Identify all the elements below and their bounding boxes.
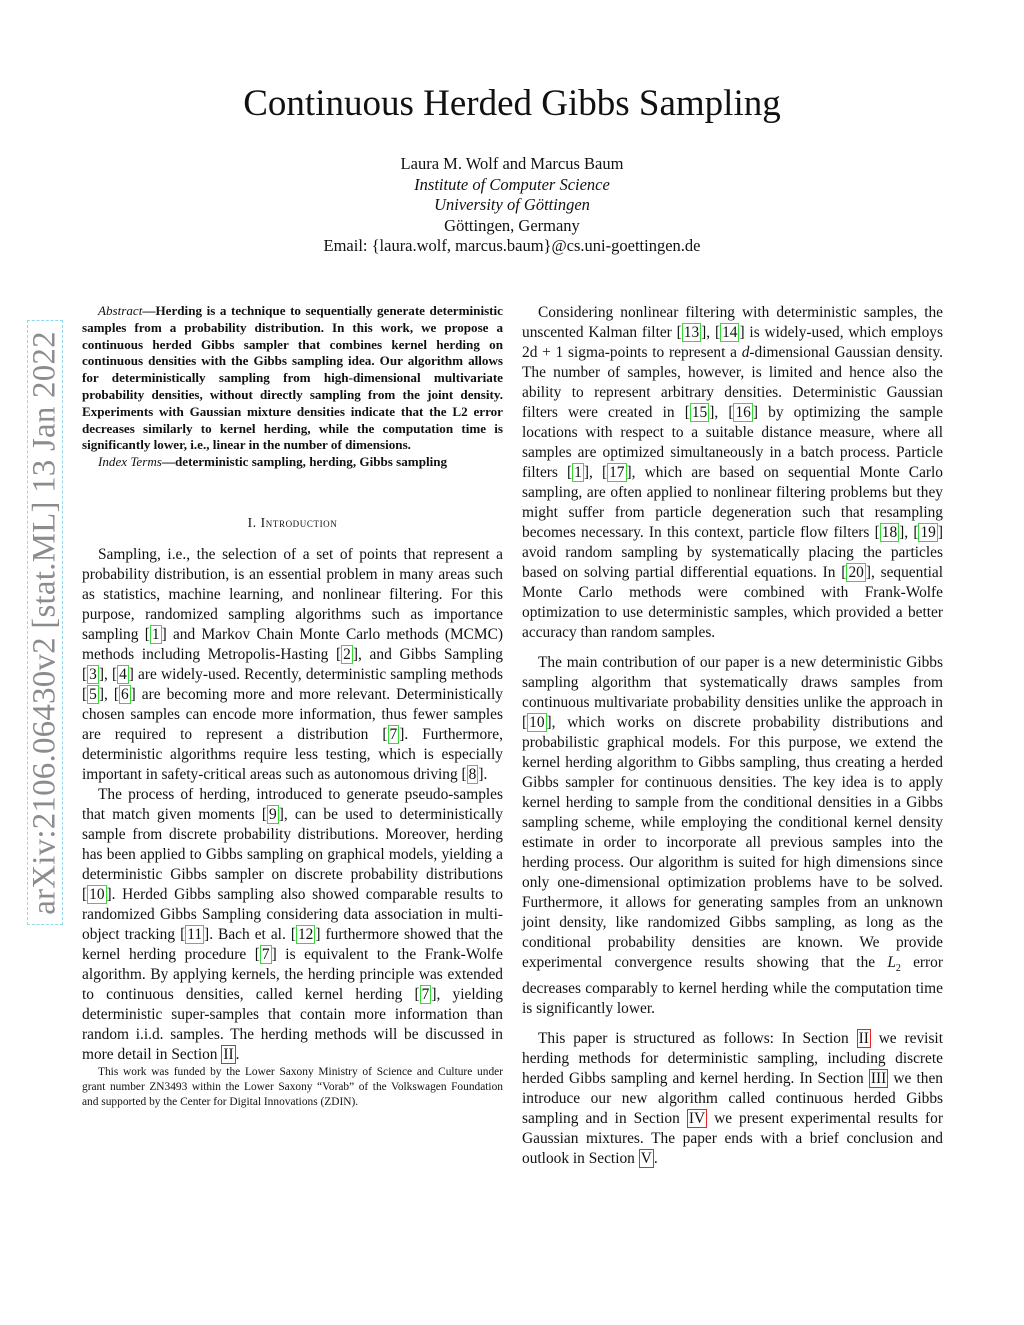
math-l2: L	[887, 954, 896, 971]
citation-link[interactable]: 19	[920, 524, 936, 541]
paper-title: Continuous Herded Gibbs Sampling	[243, 83, 781, 124]
citation-link[interactable]: 11	[187, 925, 203, 943]
right-paragraph-3: This paper is structured as follows: In Section II we revisit herding methods for deterministic sampling, including discrete herded Gibbs sampling and kernel herding. In Section III we then introduce our new algorithm called continuous herded Gibbs sampling and in Section IV we present experimental results for Gaussian mixtures. The paper ends with a brief conclusion and outlook in Section V .	[522, 1030, 944, 1168]
citation-link[interactable]: 4	[119, 665, 127, 683]
arxiv-stamp-text: arXiv:2106.06430v2 [stat.ML] 13 Jan 2022	[26, 330, 63, 915]
index-terms-label: Index Terms	[98, 454, 162, 470]
section-title: Introduction	[260, 514, 338, 530]
author-block	[0, 154, 1024, 257]
citation-link[interactable]: 18	[881, 524, 898, 541]
section-ref-link[interactable]: V	[640, 1150, 652, 1168]
author-email: Email: {laura.wolf, marcus.baum}@cs.uni-goettingen.de	[323, 236, 701, 255]
citation-link[interactable]: 2	[343, 645, 351, 663]
affiliation-university: University of Göttingen	[434, 195, 590, 214]
citation-link[interactable]: 13	[683, 324, 700, 341]
section-ref-link[interactable]: II	[858, 1030, 869, 1048]
citation-link[interactable]: 1	[574, 464, 582, 481]
citation-link[interactable]: 12	[297, 925, 314, 943]
math-l2-subscript: 2	[895, 963, 901, 975]
affiliation-location: Göttingen, Germany	[444, 215, 580, 235]
section-ref-link[interactable]: IV	[688, 1110, 706, 1128]
citation-link[interactable]: 14	[722, 324, 738, 341]
section-number: I.	[247, 514, 261, 530]
citation-link[interactable]: 17	[609, 464, 625, 481]
intro-paragraph-1: Sampling, i.e., the selection of a set of points that represent a probability distribution, is an essential problem in many areas such as statistics, machine learning, and nonlinear filtering. For this purpose, randomized sampling algorithms such as importance sampling [ 1 ] and Markov Chain Monte Carlo methods (MCMC) methods including Metropolis-Hasting [ 2 ], and Gibbs Sampling [ 3 ], [ 4 ] are widely-used. Recently, deterministic sampling methods [ 5 ], [ 6 ] are becoming more and more relevant. Deterministically chosen samples can encode more information, thus fewer samples are required to represent a distribution [ 7 ]. Furthermore, deterministic algorithms require less testing, which is especially important in safety-critical areas such as autonomous driving [ 8 ].	[82, 545, 504, 783]
math-sigma-count: 2d + 1	[522, 344, 564, 361]
citation-link[interactable]: 9	[269, 805, 277, 823]
abstract	[82, 303, 503, 454]
math-d: d	[741, 344, 750, 361]
citation-link[interactable]: 5	[89, 685, 97, 703]
right-paragraph-2: The main contribution of our paper is a new deterministic Gibbs sampling algorithm that systematically draws samples from continuous multivariate probability densities unlike the approach in [ 10 ], which works on discrete probability distributions and probabilistic graphical models. For this purpose, we extend the kernel herding algorithm to Gibbs sampling, thus creating a herded Gibbs sampler for continuous densities. The key idea is to apply kernel herding to sample from the conditional densities in a Gibbs sampling scheme, while employing the conditional kernel density estimate in order to incorporate all previous samples into the herding process. Our algorithm is suited for high dimensions since only one-dimensional optimization problems have to be solved. Furthermore, it allows for generating samples from an unknown joint density, like randomized Gibbs sampling, as long as the conditional probability densities are known. We provide experimental convergence results showing that the $L_2$ error decreases comparably to kernel herding while the computation time is significantly lower.	[522, 654, 944, 1018]
citation-link[interactable]: 10	[89, 885, 105, 903]
index-terms-text: —deterministic sampling, herding, Gibbs sampling	[161, 454, 448, 470]
authors: Laura M. Wolf and Marcus Baum	[400, 154, 624, 173]
abstract-label: Abstract	[98, 303, 143, 318]
index-terms	[82, 454, 503, 471]
citation-link[interactable]: 10	[529, 714, 545, 731]
funding-footnote: This work was funded by the Lower Saxony Ministry of Science and Culture under grant number ZN3493 within the Lower Saxony “Vorab” of the Volkswagen Foundation and supported by the Center for Digital Innovations (ZDIN).	[82, 1065, 503, 1108]
citation-link[interactable]: 15	[691, 404, 708, 421]
affiliation-institute: Institute of Computer Science	[414, 174, 610, 194]
citation-link[interactable]: 1	[151, 625, 160, 643]
citation-link[interactable]: 16	[735, 404, 751, 421]
citation-link[interactable]: 20	[848, 564, 864, 581]
citation-link[interactable]: 8	[468, 765, 477, 783]
citation-link[interactable]: 7	[261, 945, 270, 963]
right-paragraph-1: Considering nonlinear filtering with deterministic samples, the unscented Kalman filter [ 13 ], [ 14 ] is widely-used, which employs 2d + 1 sigma-points to represent a d-dimensional Gaussian density. The number of samples, however, is limited and hence also the ability to represent arbitrary densities. Deterministic Gaussian filters were created in [ 15 ], [ 16 ] by optimizing the sample locations with respect to a suitable distance measure, where all samples are optimized simultaneously in a batch process. Particle filters [ 1 ], [ 17 ], which are based on sequential Monte Carlo sampling, are often applied to nonlinear filtering problems but they might suffer from particle degeneration such that resampling becomes necessary. In this context, particle flow filters [ 18 ], [ 19 ] avoid random sampling by systematically placing the particles based on solving partial differential equations. In [ 20 ], sequential Monte Carlo methods were combined with Frank-Wolfe optimization to use deterministic samples, which provided a better accuracy than random samples.	[522, 304, 943, 641]
abstract-text: —Herding is a technique to sequentially generate deterministic samples from a probability distribution. In this work, we propose a continuous herded Gibbs sampler that combines kernel herding on continuous densities with the Gibbs sampling idea. Our algorithm allows for deterministically sampling from high-dimensional multivariate probability densities, without directly sampling from the joint density. Experiments with Gaussian mixture densities indicate that the L2 error decreases similarly to kernel herding, while the computation time is significantly lower, i.e., linear in the number of dimensions.	[82, 303, 503, 453]
arxiv-stamp[interactable]	[27, 320, 63, 925]
section-heading-introduction	[82, 513, 503, 533]
citation-link[interactable]: 6	[120, 685, 129, 703]
intro-paragraph-2: The process of herding, introduced to generate pseudo-samples that match given moments [ 9 ], can be used to deterministically sample from discrete probability distributions. Moreover, herding has been applied to Gibbs sampling on graphical models, yielding a deterministic Gibbs sampler on discrete probability distributions [ 10 ]. Herded Gibbs sampling also showed comparable results to randomized Gibbs Sampling considering data association in multi-object tracking [ 11 ]. Bach et al. [ 12 ] furthermore showed that the kernel herding procedure [ 7 ] is equivalent to the Frank-Wolfe algorithm. By applying kernels, the herding principle was extended to continuous densities, called kernel herding [ 7 ], yielding deterministic super-samples that contain more information than random i.i.d. samples. The herding methods will be discussed in more detail in Section II .	[82, 785, 503, 1063]
citation-link[interactable]: 7	[389, 725, 398, 743]
section-ref-link[interactable]: III	[870, 1070, 887, 1088]
section-ref-link[interactable]: II	[223, 1045, 234, 1063]
citation-link[interactable]: 3	[89, 665, 97, 683]
right-column	[522, 303, 943, 1169]
left-column	[82, 303, 503, 1110]
citation-link[interactable]: 7	[421, 985, 430, 1003]
